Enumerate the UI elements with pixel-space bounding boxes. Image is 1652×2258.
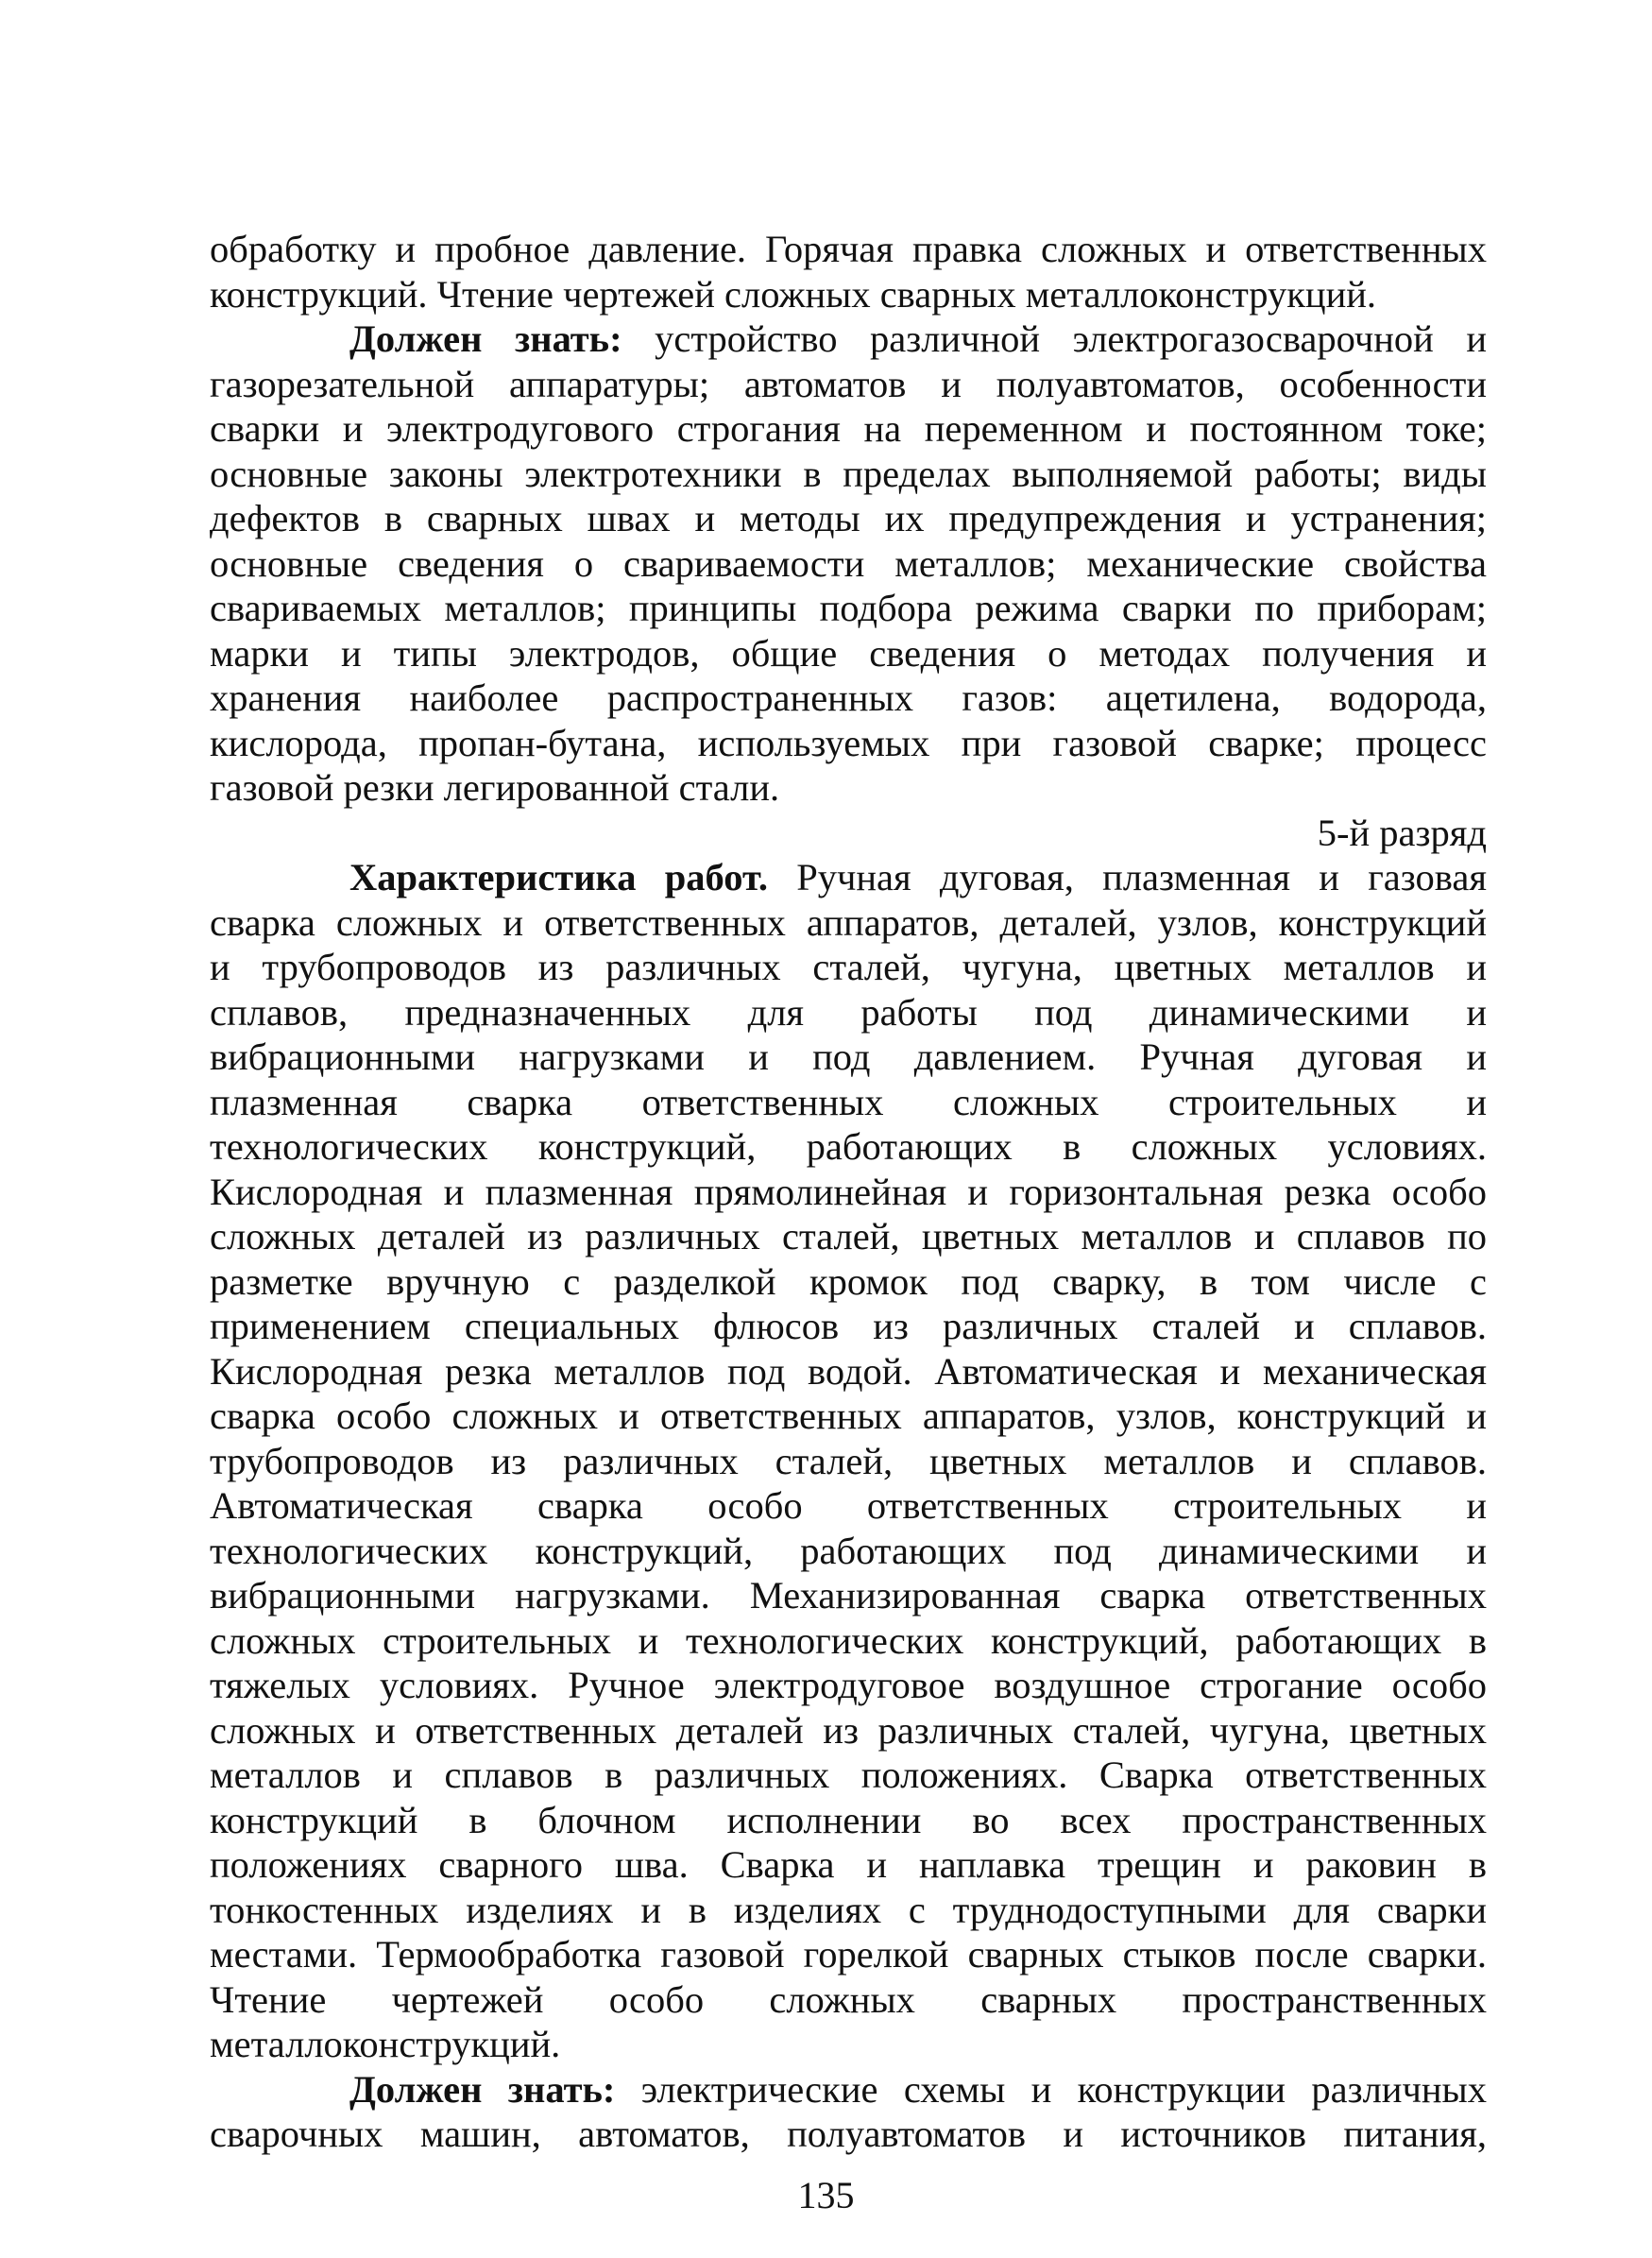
text-line [210,227,1487,272]
text-line [210,541,1487,587]
text-line [210,765,1487,811]
text-line [210,316,1487,362]
text-line [210,2112,1487,2157]
line-text: сварка сложных и ответственных аппаратов, деталей, узлов, конструкций [210,900,1487,944]
intro-text [210,227,1487,316]
line-text: тонкостенных изделиях и в изделиях с труднодоступными для сварки [210,1888,1487,1931]
line-text: Чтение чертежей особо сложных сварных пространственных [210,1977,1487,2021]
text-line [210,676,1487,721]
text-line [210,1259,1487,1305]
line-text: основные законы электротехники в пределах выполняемой работы; виды [210,452,1487,495]
line-text: металлоконструкций. [210,2023,561,2065]
line-text: местами. Термообработка газовой горелкой сварных стыков после сварки. [210,1933,1487,1976]
text-line [210,1483,1487,1529]
text-line [210,1214,1487,1259]
line-text: основные сведения о свариваемости металлов; механические свойства [210,541,1487,585]
run-in-heading: Характеристика работ. [349,856,768,898]
line-text: положениях сварного шва. Сварка и наплавка трещин и раковин в [210,1843,1487,1886]
line-text: конструкций. Чтение чертежей сложных сварных металлоконструкций. [210,272,1377,316]
text-line [210,855,1487,900]
line-text: и трубопроводов из различных сталей, чугуна, цветных металлов и [210,946,1487,988]
line-text: сложных деталей из различных сталей, цветных металлов и сплавов по [210,1215,1487,1257]
line-text: сварка особо сложных и ответственных аппаратов, узлов, конструкций и [210,1394,1487,1437]
text-line [210,1977,1487,2023]
text-line [210,990,1487,1035]
line-text: хранения наиболее распространенных газов: ацетилена, водорода, [210,676,1487,719]
line-text: металлов и сплавов в различных положениях. Сварка ответственных [210,1753,1487,1796]
text-line [210,1573,1487,1618]
line-text: кислорода, пропан-бутана, используемых при газовой сварке; процесс [210,721,1487,764]
text-line [210,631,1487,676]
run-in-heading: Должен знать: [349,317,622,360]
line-text: обработку и пробное давление. Горячая правка сложных и ответственных [210,228,1487,270]
text-line [210,1842,1487,1888]
text-line [210,362,1487,407]
text-line [210,406,1487,452]
must-know-section-2 [210,2067,1487,2157]
line-text: Автоматическая сварка особо ответственных строительных и [210,1484,1487,1527]
text-line [210,1439,1487,1484]
text-line [210,1618,1487,1664]
line-text: устройство различной электрогазосварочной и [622,317,1487,360]
work-characteristics-section [210,855,1487,2067]
text-line [210,1080,1487,1125]
text-line [210,900,1487,946]
line-text: свариваемых металлов; принципы подбора режима сварки по приборам; [210,587,1487,629]
text-line [210,1035,1487,1080]
text-line [210,1753,1487,1798]
line-text: применением специальных флюсов из различных сталей и сплавов. [210,1305,1487,1347]
text-line [210,1932,1487,1977]
line-text: вибрационными нагрузками. Механизированная сварка ответственных [210,1574,1487,1617]
text-line [210,1708,1487,1753]
page-body [210,227,1487,2157]
page-number: 135 [797,2174,855,2216]
line-text: Ручная дуговая, плазменная и газовая [767,856,1487,898]
grade-heading: 5-й разряд [1317,811,1487,854]
text-line [210,1170,1487,1215]
line-text: трубопроводов из различных сталей, цветных металлов и сплавов. [210,1439,1487,1482]
line-text: сварки и электродугового строгания на переменном и постоянном токе; [210,407,1487,450]
line-text: конструкций в блочном исполнении во всех пространственных [210,1798,1487,1841]
line-text: Кислородная и плазменная прямолинейная и горизонтальная резка особо [210,1170,1487,1213]
line-text: сложных строительных и технологических конструкций, работающих в [210,1618,1487,1662]
line-text: технологических конструкций, работающих в сложных условиях. [210,1125,1487,1168]
text-line [210,1124,1487,1170]
run-in-heading: Должен знать: [349,2067,616,2111]
text-line [210,1798,1487,1843]
text-line [210,586,1487,631]
must-know-section [210,316,1487,811]
line-text: газорезательной аппаратуры; автоматов и полуавтоматов, особенности [210,362,1487,405]
line-text: сплавов, предназначенных для работы под динамическими и [210,990,1487,1034]
text-line [210,945,1487,990]
text-line [210,1304,1487,1349]
text-line [210,272,1487,317]
line-text: газовой резки легированной стали. [210,766,780,809]
line-text: технологических конструкций, работающих под динамическими и [210,1529,1487,1572]
line-text: разметке вручную с разделкой кромок под сварку, в том числе с [210,1259,1487,1303]
text-line [210,452,1487,497]
text-line [210,1394,1487,1439]
text-line [210,721,1487,766]
text-line [210,1349,1487,1394]
line-text: Кислородная резка металлов под водой. Автоматическая и механическая [210,1349,1487,1393]
line-text: плазменная сварка ответственных сложных строительных и [210,1080,1487,1123]
text-line [210,496,1487,541]
line-text: сложных и ответственных деталей из различных сталей, чугуна, цветных [210,1708,1487,1752]
line-text: сварочных машин, автоматов, полуавтоматов и источников питания, [210,2113,1487,2155]
line-text: электрические схемы и конструкции различных [615,2067,1487,2111]
line-text: тяжелых условиях. Ручное электродуговое воздушное строгание особо [210,1664,1487,1706]
line-text: дефектов в сварных швах и методы их предупреждения и устранения; [210,497,1487,539]
line-text: марки и типы электродов, общие сведения о методах получения и [210,631,1487,675]
text-line [210,1529,1487,1574]
line-text: вибрационными нагрузками и под давлением. Ручная дуговая и [210,1035,1487,1078]
text-line [210,2022,1487,2067]
text-line [210,1888,1487,1933]
text-line [210,2067,1487,2113]
text-line [210,1663,1487,1708]
